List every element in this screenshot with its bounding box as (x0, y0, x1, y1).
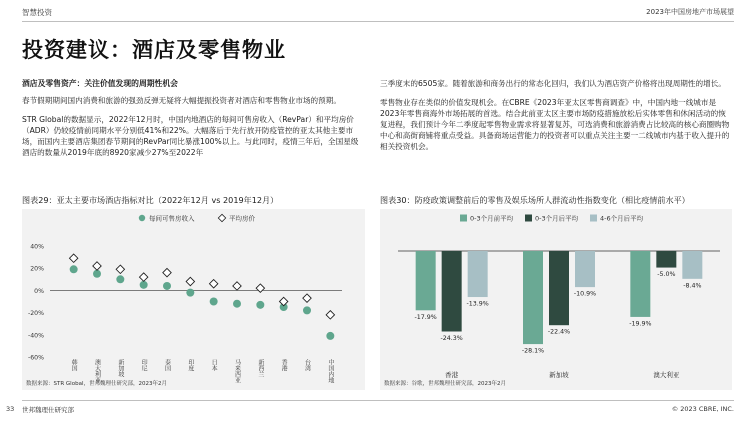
chart-source: 数据来源：谷歌，世邦魏理仕研究部，2023年2月 (384, 381, 506, 387)
paragraph: 三季度末的6505家。随着旅游和商务出行的常态化回归，我们认为酒店资产价格将出现周期性的增长。 (380, 79, 726, 88)
revpar-point (93, 270, 101, 278)
bar (656, 251, 676, 268)
bar (575, 251, 595, 287)
bar-value-label: -28.1% (521, 347, 545, 355)
adr-point (163, 268, 171, 276)
paragraph: STR Global的数据显示，2022年12月时，中国内地酒店的每间可售房收入（RevPar）和平均房价（ADR）仍较疫情前同期水平分别低41%和22%。大幅落后于先行放开防疫管控的亚太其他主要市场，而国内主要酒店集团春节期间的RevPar同比暴涨100%以上。与此同时，疫情三年后，全国星级酒店的数量从2019年底的8920家减少27%至2022年 (22, 115, 359, 157)
legend-swatch (525, 215, 532, 222)
legend-circle-icon (139, 215, 145, 221)
y-tick-label: -40% (28, 332, 44, 340)
x-category-label: 新西兰 (256, 359, 264, 377)
revpar-point (140, 281, 148, 289)
revpar-point (303, 306, 311, 314)
y-tick-label: 20% (30, 265, 44, 273)
footer-divider (22, 400, 734, 401)
adr-point (209, 280, 217, 288)
revpar-point (163, 282, 171, 290)
legend-diamond-icon (218, 214, 225, 221)
legend-label: 4-6个月后平均 (600, 214, 644, 223)
bar (442, 251, 462, 331)
legend-label: 平均房价 (229, 214, 255, 223)
bar (682, 251, 702, 279)
adr-point (93, 262, 101, 270)
revpar-point (186, 289, 194, 297)
left-column (22, 78, 365, 166)
page-title: 投资建议：酒店及零售物业 (22, 38, 286, 62)
y-tick-label: 0% (34, 287, 44, 295)
x-category-label: 澳大利亚 (653, 371, 680, 379)
revpar-point (70, 265, 78, 273)
adr-point (69, 254, 77, 262)
legend-swatch (590, 215, 597, 222)
x-category-label: 香港 (280, 359, 288, 371)
legend-swatch (460, 215, 467, 222)
bar (468, 251, 488, 297)
revpar-point (210, 298, 218, 306)
adr-point (303, 294, 311, 302)
revpar-point (326, 332, 334, 340)
adr-point (116, 265, 124, 273)
chart-29-panel (22, 193, 365, 390)
footer-org: 世邦魏理仕研究部 (22, 406, 74, 414)
revpar-point (233, 300, 241, 308)
adr-point (139, 273, 147, 281)
bar-value-label: -13.9% (466, 300, 489, 308)
x-category-label: 日本 (210, 359, 218, 371)
mobility-index-chart (380, 209, 732, 390)
bar (630, 251, 650, 317)
chart-area (380, 209, 732, 390)
header-divider (22, 21, 734, 22)
y-tick-label: -20% (28, 310, 44, 318)
adr-point (256, 284, 264, 292)
x-category-label: 新加坡 (116, 359, 124, 377)
x-category-label: 马来西亚 (233, 359, 241, 383)
footer-copyright: © 2023 CBRE, INC. (671, 405, 734, 413)
paragraph: 春节假期期间国内消费和旅游的强劲反弹无疑将大幅提振投资者对酒店和零售物业市场的预期。 (22, 96, 341, 105)
x-category-label: 台湾 (303, 359, 311, 371)
chart-source: 数据来源：STR Global，世邦魏理仕研究部，2023年2月 (26, 381, 167, 387)
x-category-label: 中国内地 (326, 359, 334, 383)
legend-label: 0-3个月前平均 (470, 214, 514, 223)
y-tick-label: -60% (28, 354, 44, 362)
adr-point (326, 311, 334, 319)
legend-label: 0-3个月后平均 (535, 214, 579, 223)
bar-value-label: -17.9% (414, 313, 437, 321)
x-category-label: 澳大利亚 (93, 359, 101, 383)
chart-title: 图表30：防疫政策调整前后的零售及娱乐场所人群流动性指数变化（相比疫情前水平） (380, 195, 690, 205)
x-category-label: 韩国 (70, 359, 78, 371)
bar-value-label: -5.0% (657, 271, 676, 279)
adr-point (233, 282, 241, 290)
bar-value-label: -19.9% (629, 320, 652, 328)
chart-30-panel (380, 193, 732, 390)
y-tick-label: 40% (30, 243, 44, 251)
bar-value-label: -24.3% (440, 334, 463, 342)
hotel-metrics-chart (22, 209, 365, 390)
x-category-label: 印尼 (140, 359, 148, 371)
bar-value-label: -8.4% (683, 282, 702, 290)
header-section: 智慧投资 (22, 8, 52, 17)
x-category-label: 香港 (445, 371, 459, 379)
paragraph: 零售物业存在类似的价值发现机会。在CBRE《2023年亚太区零售商调查》中，中国内地一线城市是2023年零售商海外市场拓展的首选。结合此前亚太区主要市场防疫措施放松后实体零售和休闲活动的恢复进程，我们预计今年二季度起零售物业需求将显著复苏，可选消费和旅游消费占比较高的核心商圈购物中心和高街商铺将重点受益。具备商场运营能力的投资者可以重点关注主要一二线城市内基于收入提升的相关投资机会。 (380, 98, 730, 151)
chart-title: 图表29：亚太主要市场酒店指标对比（2022年12月 vs 2019年12月） (22, 195, 279, 205)
x-category-label: 泰国 (163, 359, 171, 371)
bar (523, 251, 543, 344)
bar (549, 251, 569, 325)
page-number: 33 (6, 405, 15, 413)
bar-value-label: -22.4% (547, 328, 571, 336)
revpar-point (256, 301, 264, 309)
x-category-label: 印度 (186, 359, 194, 371)
bar (416, 251, 436, 310)
legend-label: 每间可售房收入 (149, 214, 195, 223)
revpar-point (116, 275, 124, 283)
bar-value-label: -10.9% (573, 290, 597, 298)
chart-area (22, 209, 365, 390)
adr-point (186, 277, 194, 285)
section-subhead: 酒店及零售资产：关注价值发现的周期性机会 (22, 79, 178, 88)
header-report: 2023年中国房地产市场展望 (646, 8, 734, 16)
right-column (380, 78, 732, 160)
x-category-label: 新加坡 (549, 371, 569, 379)
